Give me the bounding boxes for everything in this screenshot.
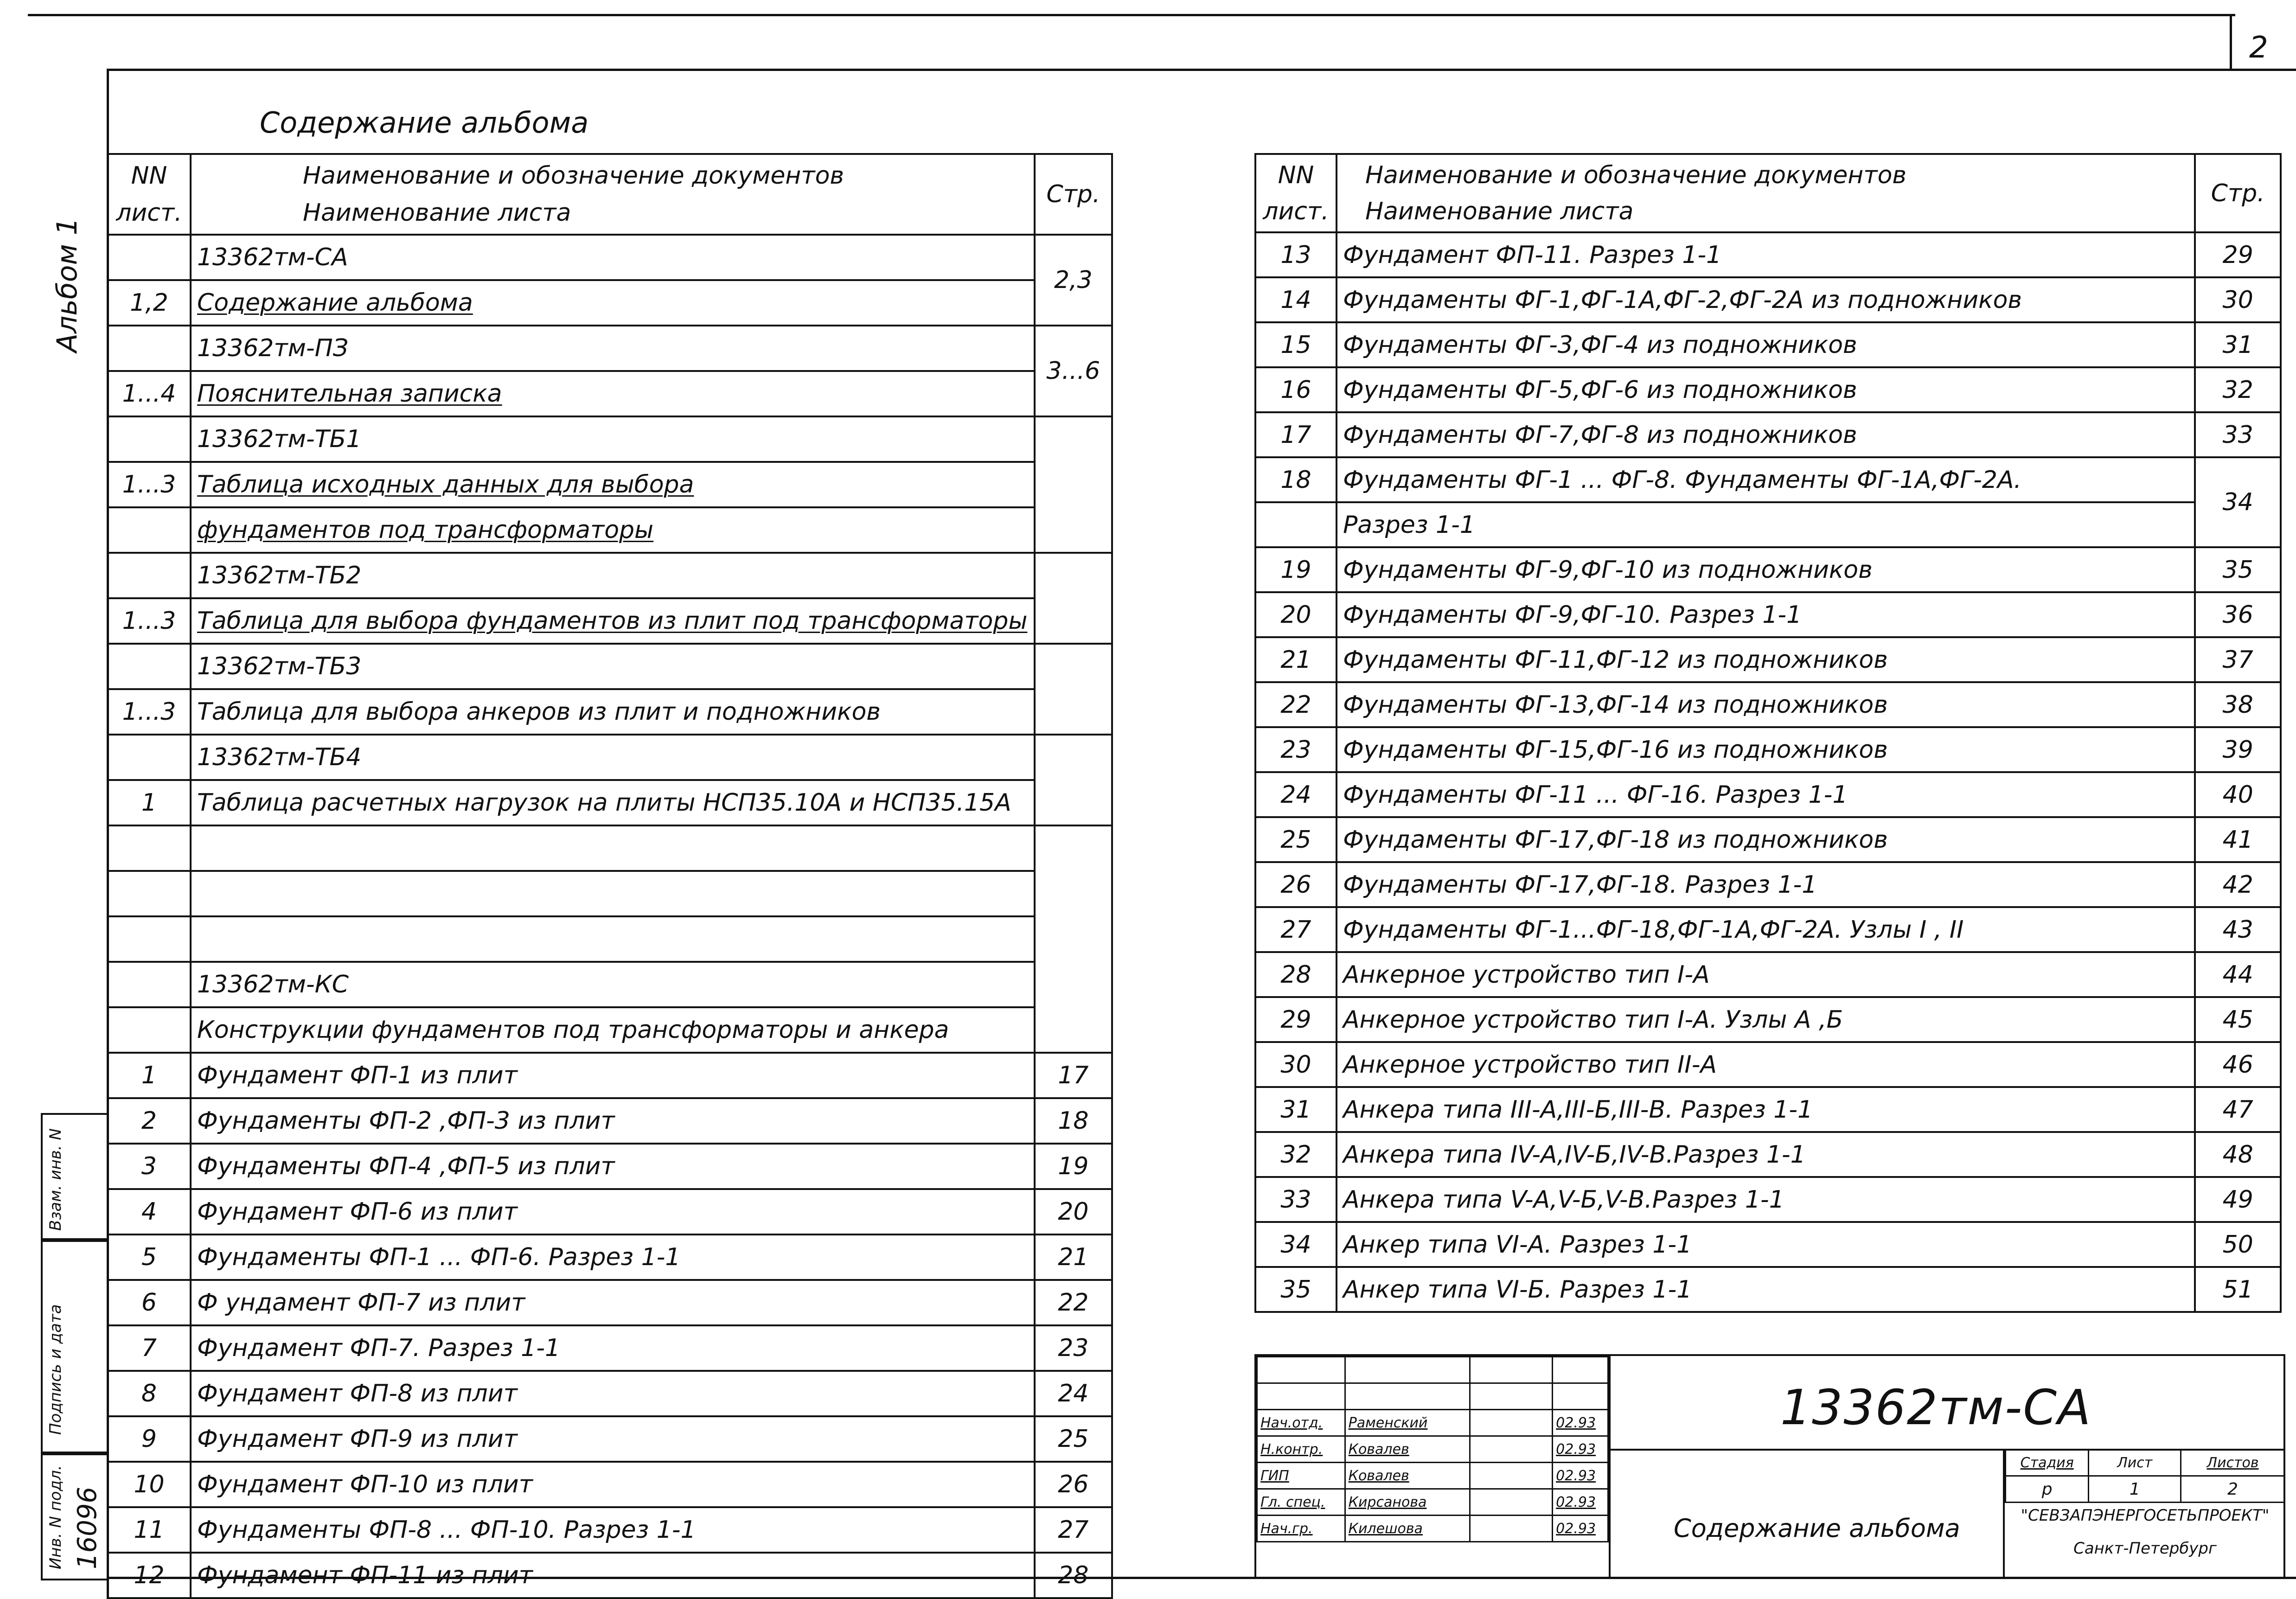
toc-row [108,280,1112,326]
toc-row-number: 7 [108,1325,191,1371]
toc-row [1255,1267,2281,1312]
toc-row-page: 29 [2195,232,2281,277]
toc-row [1255,412,2281,457]
toc-row-number: 6 [108,1280,191,1325]
toc-row [108,871,1112,916]
signer-name: Раменский [1345,1410,1470,1436]
toc-row-number: 26 [1255,862,1337,907]
toc-row [1255,727,2281,772]
toc-row-page: 44 [2195,952,2281,997]
toc-row-page: 31 [2195,322,2281,367]
toc-row-page: 43 [2195,907,2281,952]
toc-row-number [108,871,191,916]
signer-signature [1470,1410,1552,1436]
toc-row-number: 1...3 [108,689,191,735]
toc-row-title: Фундамент ФП-11 из плит [191,1553,1035,1598]
toc-row-number: 34 [1255,1222,1337,1267]
toc-row-title: Фундаменты ФГ-17,ФГ-18. Разрез 1-1 [1337,862,2195,907]
side-stamp-vzam [41,1113,109,1242]
toc-row-title: Ф ундамент ФП-7 из плит [191,1280,1035,1325]
toc-row [108,598,1112,644]
toc-row-page: 3...6 [1035,326,1112,416]
toc-row-title: Анкерное устройство тип II-А [1337,1042,2195,1087]
toc-row-page: 30 [2195,277,2281,322]
toc-row-number: 13 [1255,232,1337,277]
left-title: Содержание альбома [260,106,589,140]
toc-row [108,462,1112,507]
side-stamp-inv [41,1452,109,1580]
toc-row-number [108,416,191,462]
toc-row [108,1053,1112,1098]
toc-row-number: 27 [1255,907,1337,952]
toc-row-number: 23 [1255,727,1337,772]
toc-row [108,689,1112,735]
toc-row [108,1234,1112,1280]
toc-row [1255,637,2281,682]
toc-row [108,780,1112,825]
signer-role: Нач.отд. [1257,1410,1345,1436]
toc-row-title: Фундаменты ФГ-1...ФГ-18,ФГ-1А,ФГ-2А. Узлы I , II [1337,907,2195,952]
toc-row-title: Фундамент ФП-9 из плит [191,1416,1035,1462]
toc-row-number: 1 [108,1053,191,1098]
toc-row-number: 10 [108,1462,191,1507]
toc-row-page: 35 [2195,547,2281,592]
signer-date: 02.93 [1553,1436,1608,1463]
title-block-divider [1609,1356,1611,1579]
page-number-divider [2230,14,2232,70]
toc-row-page: 27 [1035,1507,1112,1553]
signer-signature [1470,1516,1552,1542]
toc-row-title: Фундамент ФП-1 из плит [191,1053,1035,1098]
toc-row-number: 21 [1255,637,1337,682]
toc-row-page [1035,735,1112,825]
title-block [1254,1354,2285,1579]
toc-row-page: 50 [2195,1222,2281,1267]
toc-row-number [108,644,191,689]
toc-row [1255,1042,2281,1087]
toc-row-number: 20 [1255,592,1337,637]
toc-row-number: 4 [108,1189,191,1234]
toc-row-number [108,735,191,780]
toc-row [108,371,1112,416]
sheets-label: Листов [2181,1450,2285,1476]
toc-row-title: Фундаменты ФГ-17,ФГ-18 из подножников [1337,817,2195,862]
toc-row-page [1035,553,1112,644]
toc-row [1255,457,2281,502]
toc-row-page: 32 [2195,367,2281,412]
left-toc-table [107,153,1113,1599]
right-col-page-header: Стр. [2195,154,2281,232]
toc-row [1255,592,2281,637]
toc-row-page: 49 [2195,1177,2281,1222]
toc-row [108,1280,1112,1325]
organization-city: Санкт-Петербург [2073,1539,2217,1558]
toc-row-title: Фундаменты ФП-8 ... ФП-10. Разрез 1-1 [191,1507,1035,1553]
toc-row [108,416,1112,462]
toc-row [1255,1087,2281,1132]
toc-row-page: 41 [2195,817,2281,862]
toc-row-title: Фундаменты ФП-1 ... ФП-6. Разрез 1-1 [191,1234,1035,1280]
toc-row-title: Фундаменты ФГ-1 ... ФГ-8. Фундаменты ФГ-1А,ФГ-2А. [1337,457,2195,502]
toc-row [1255,682,2281,727]
toc-row-title: 13362тм-ТБ1 [191,416,1035,462]
toc-row-title: Фундаменты ФГ-3,ФГ-4 из подножников [1337,322,2195,367]
toc-row-number: 35 [1255,1267,1337,1312]
signer-role: Н.контр. [1257,1436,1345,1463]
toc-row-page: 39 [2195,727,2281,772]
toc-row [1255,1222,2281,1267]
toc-row [108,1007,1112,1053]
toc-row-number [108,553,191,598]
toc-row-number: 12 [108,1553,191,1598]
toc-row-title: фундаментов под трансформаторы [191,507,1035,553]
toc-row [1255,862,2281,907]
toc-row-page: 28 [1035,1553,1112,1598]
toc-row-title [191,916,1035,962]
toc-row-title: Фундаменты ФГ-1,ФГ-1А,ФГ-2,ФГ-2А из подножников [1337,277,2195,322]
toc-row-number: 24 [1255,772,1337,817]
toc-row-number: 29 [1255,997,1337,1042]
toc-row [108,507,1112,553]
toc-row-page: 26 [1035,1462,1112,1507]
toc-row-number: 9 [108,1416,191,1462]
toc-row-number: 3 [108,1144,191,1189]
toc-row-page: 42 [2195,862,2281,907]
sheet-value: 1 [2089,1476,2181,1503]
toc-row-title [191,825,1035,871]
toc-row-title: Фундаменты ФГ-13,ФГ-14 из подножников [1337,682,2195,727]
page-number: 2 [2249,31,2268,65]
signer-date: 02.93 [1553,1463,1608,1489]
toc-row [1255,232,2281,277]
toc-row [1255,1132,2281,1177]
toc-row-title: 13362тм-КС [191,962,1035,1007]
toc-row-title: Анкерное устройство тип I-А [1337,952,2195,997]
signer-date: 02.93 [1553,1489,1608,1516]
toc-row-title: Фундаменты ФП-2 ,ФП-3 из плит [191,1098,1035,1144]
stage-value: р [2006,1476,2089,1503]
col-name-header: Наименование и обозначение документов Наименование листа [191,154,1035,235]
toc-row-number: 2 [108,1098,191,1144]
toc-row-title: Фундаменты ФГ-7,ФГ-8 из подножников [1337,412,2195,457]
toc-row-number [108,1007,191,1053]
toc-row-title: Анкера типа IV-А,IV-Б,IV-В.Разрез 1-1 [1337,1132,2195,1177]
toc-row [108,1371,1112,1416]
toc-row-title: Пояснительная записка [191,371,1035,416]
toc-row-title: Таблица для выбора анкеров из плит и подножников [191,689,1035,735]
sheet-label: Лист [2089,1450,2181,1476]
toc-row-title: Содержание альбома [191,280,1035,326]
toc-row-number: 1,2 [108,280,191,326]
toc-row [108,916,1112,962]
toc-row-number: 22 [1255,682,1337,727]
signer-row [1257,1463,1608,1489]
toc-row [108,962,1112,1007]
toc-row-number: 1...3 [108,462,191,507]
toc-row [1255,907,2281,952]
toc-row-page: 48 [2195,1132,2281,1177]
toc-row-number: 5 [108,1234,191,1280]
toc-row-number [108,326,191,371]
toc-row [1255,367,2281,412]
toc-row [1255,1177,2281,1222]
toc-row-number: 1 [108,780,191,825]
toc-row-page: 46 [2195,1042,2281,1087]
toc-row-page: 21 [1035,1234,1112,1280]
signer-signature [1470,1436,1552,1463]
side-stamp-podpis [41,1238,109,1455]
toc-row-title: Фундаменты ФГ-5,ФГ-6 из подножников [1337,367,2195,412]
side-stamp-inv-value: 16096 [72,1486,102,1569]
stage-box [2003,1449,2285,1579]
toc-row-number: 8 [108,1371,191,1416]
signer-name: Кирсанова [1345,1489,1470,1516]
toc-row-page [1035,825,1112,1053]
stage-label: Стадия [2006,1450,2089,1476]
toc-row [108,553,1112,598]
toc-row-page: 47 [2195,1087,2281,1132]
toc-row-title: Фундаменты ФГ-9,ФГ-10 из подножников [1337,547,2195,592]
toc-row-page: 22 [1035,1280,1112,1325]
toc-row-number: 14 [1255,277,1337,322]
side-stamp-podpis-label: Подпись и дата [46,1304,65,1435]
toc-row-title: Фундамент ФП-7. Разрез 1-1 [191,1325,1035,1371]
toc-row-page: 33 [2195,412,2281,457]
toc-row-title: Фундамент ФП-8 из плит [191,1371,1035,1416]
toc-row [108,1144,1112,1189]
toc-row-page: 37 [2195,637,2281,682]
toc-row [1255,502,2281,547]
toc-row-page: 38 [2195,682,2281,727]
toc-row-page: 25 [1035,1416,1112,1462]
signer-name: Ковалев [1345,1463,1470,1489]
stage-table [2005,1449,2285,1503]
toc-row-number: 31 [1255,1087,1337,1132]
signer-date: 02.93 [1553,1410,1608,1436]
toc-row-number: 1...4 [108,371,191,416]
right-toc-table [1254,153,2282,1313]
signer-signature [1470,1489,1552,1516]
toc-row-title: Анкерное устройство тип I-А. Узлы А ,Б [1337,997,2195,1042]
toc-row-page: 23 [1035,1325,1112,1371]
toc-row [108,1416,1112,1462]
signer-role: Гл. спец. [1257,1489,1345,1516]
sheets-value: 2 [2181,1476,2285,1503]
toc-row [1255,322,2281,367]
toc-row [1255,952,2281,997]
toc-row-page: 40 [2195,772,2281,817]
inner-frame-top [107,69,2296,71]
toc-row-title: 13362тм-ТБ3 [191,644,1035,689]
toc-row-number: 11 [108,1507,191,1553]
toc-row-number: 19 [1255,547,1337,592]
toc-row-number: 30 [1255,1042,1337,1087]
toc-row-number [108,962,191,1007]
toc-row [108,1189,1112,1234]
toc-row [108,735,1112,780]
toc-row-number [1255,502,1337,547]
toc-row-page: 17 [1035,1053,1112,1098]
signer-name: Ковалев [1345,1436,1470,1463]
document-name: Содержание альбома [1674,1514,1960,1543]
toc-row-title: Конструкции фундаментов под трансформаторы и анкера [191,1007,1035,1053]
toc-row-title: Фундаменты ФГ-15,ФГ-16 из подножников [1337,727,2195,772]
toc-row-number: 1...3 [108,598,191,644]
toc-row-number [108,507,191,553]
left-toc-header [108,154,1112,235]
toc-row-title: Фундаменты ФГ-11,ФГ-12 из подножников [1337,637,2195,682]
toc-row-title: Анкера типа III-А,III-Б,III-В. Разрез 1-1 [1337,1087,2195,1132]
signers-table [1256,1356,1609,1542]
organization-name: "СЕВЗАПЭНЕРГОСЕТЬПРОЕКТ" [2021,1506,2270,1525]
toc-row [108,1325,1112,1371]
toc-row-title: Фундаменты ФГ-11 ... ФГ-16. Разрез 1-1 [1337,772,2195,817]
toc-row-title: Фундамент ФП-10 из плит [191,1462,1035,1507]
signer-row [1257,1436,1608,1463]
toc-row-page: 24 [1035,1371,1112,1416]
toc-row [108,235,1112,280]
right-toc-header [1255,154,2281,232]
toc-row [1255,997,2281,1042]
toc-row-title: Фундамент ФП-11. Разрез 1-1 [1337,232,2195,277]
toc-row-title: Фундаменты ФГ-9,ФГ-10. Разрез 1-1 [1337,592,2195,637]
toc-row-number [108,825,191,871]
toc-row-page: 18 [1035,1098,1112,1144]
toc-row-number: 28 [1255,952,1337,997]
toc-row-title: Таблица для выбора фундаментов из плит под трансформаторы [191,598,1035,644]
toc-row-page: 2,3 [1035,235,1112,326]
toc-row [1255,277,2281,322]
toc-row [108,1462,1112,1507]
toc-row-page [1035,416,1112,553]
album-label: Альбом 1 [51,217,83,352]
col-nn-header: NN лист. [108,154,191,235]
signer-role: Нач.гр. [1257,1516,1345,1542]
toc-row-number: 15 [1255,322,1337,367]
signer-role: ГИП [1257,1463,1345,1489]
toc-row [1255,547,2281,592]
toc-row-title: 13362тм-СА [191,235,1035,280]
toc-row-page: 45 [2195,997,2281,1042]
toc-row-page: 34 [2195,457,2281,547]
toc-row-title: Таблица расчетных нагрузок на плиты НСП35.10А и НСП35.15А [191,780,1035,825]
signer-row [1257,1410,1608,1436]
toc-row [108,1507,1112,1553]
toc-row-title: 13362тм-ТБ4 [191,735,1035,780]
signer-signature [1470,1463,1552,1489]
toc-row-title: Анкер типа VI-А. Разрез 1-1 [1337,1222,2195,1267]
toc-row-title: Анкер типа VI-Б. Разрез 1-1 [1337,1267,2195,1312]
toc-row-number: 16 [1255,367,1337,412]
signer-row [1257,1516,1608,1542]
toc-row-number: 32 [1255,1132,1337,1177]
toc-row-title: Разрез 1-1 [1337,502,2195,547]
toc-row [108,1553,1112,1598]
toc-row-number [108,235,191,280]
toc-row-page: 20 [1035,1189,1112,1234]
toc-row-title: 13362тм-ПЗ [191,326,1035,371]
toc-row-title [191,871,1035,916]
toc-row-title: Анкера типа V-А,V-Б,V-В.Разрез 1-1 [1337,1177,2195,1222]
right-col-name-header: Наименование и обозначение документов Наименование листа [1337,154,2195,232]
toc-row-number: 18 [1255,457,1337,502]
toc-row-number [108,916,191,962]
toc-row-page: 36 [2195,592,2281,637]
signer-date: 02.93 [1553,1516,1608,1542]
side-stamp-inv-label: Инв. N подл. [46,1465,65,1569]
document-code: 13362тм-СА [1780,1379,2092,1436]
toc-row [108,644,1112,689]
toc-row [108,326,1112,371]
toc-row-title: Фундаменты ФП-4 ,ФП-5 из плит [191,1144,1035,1189]
right-col-nn-header: NN лист. [1255,154,1337,232]
toc-row [1255,772,2281,817]
toc-row-title: Фундамент ФП-6 из плит [191,1189,1035,1234]
toc-row-number: 33 [1255,1177,1337,1222]
toc-row-title: 13362тм-ТБ2 [191,553,1035,598]
toc-row-number: 25 [1255,817,1337,862]
toc-row-title: Таблица исходных данных для выбора [191,462,1035,507]
toc-row-page [1035,644,1112,735]
toc-row-page: 19 [1035,1144,1112,1189]
toc-row-page: 51 [2195,1267,2281,1312]
top-frame-line [28,14,2235,16]
col-page-header: Стр. [1035,154,1112,235]
toc-row [108,825,1112,871]
signer-name: Килешова [1345,1516,1470,1542]
signer-row [1257,1489,1608,1516]
toc-row [1255,817,2281,862]
side-stamp-vzam-label: Взам. инв. N [46,1128,65,1231]
toc-row-number: 17 [1255,412,1337,457]
toc-row [108,1098,1112,1144]
